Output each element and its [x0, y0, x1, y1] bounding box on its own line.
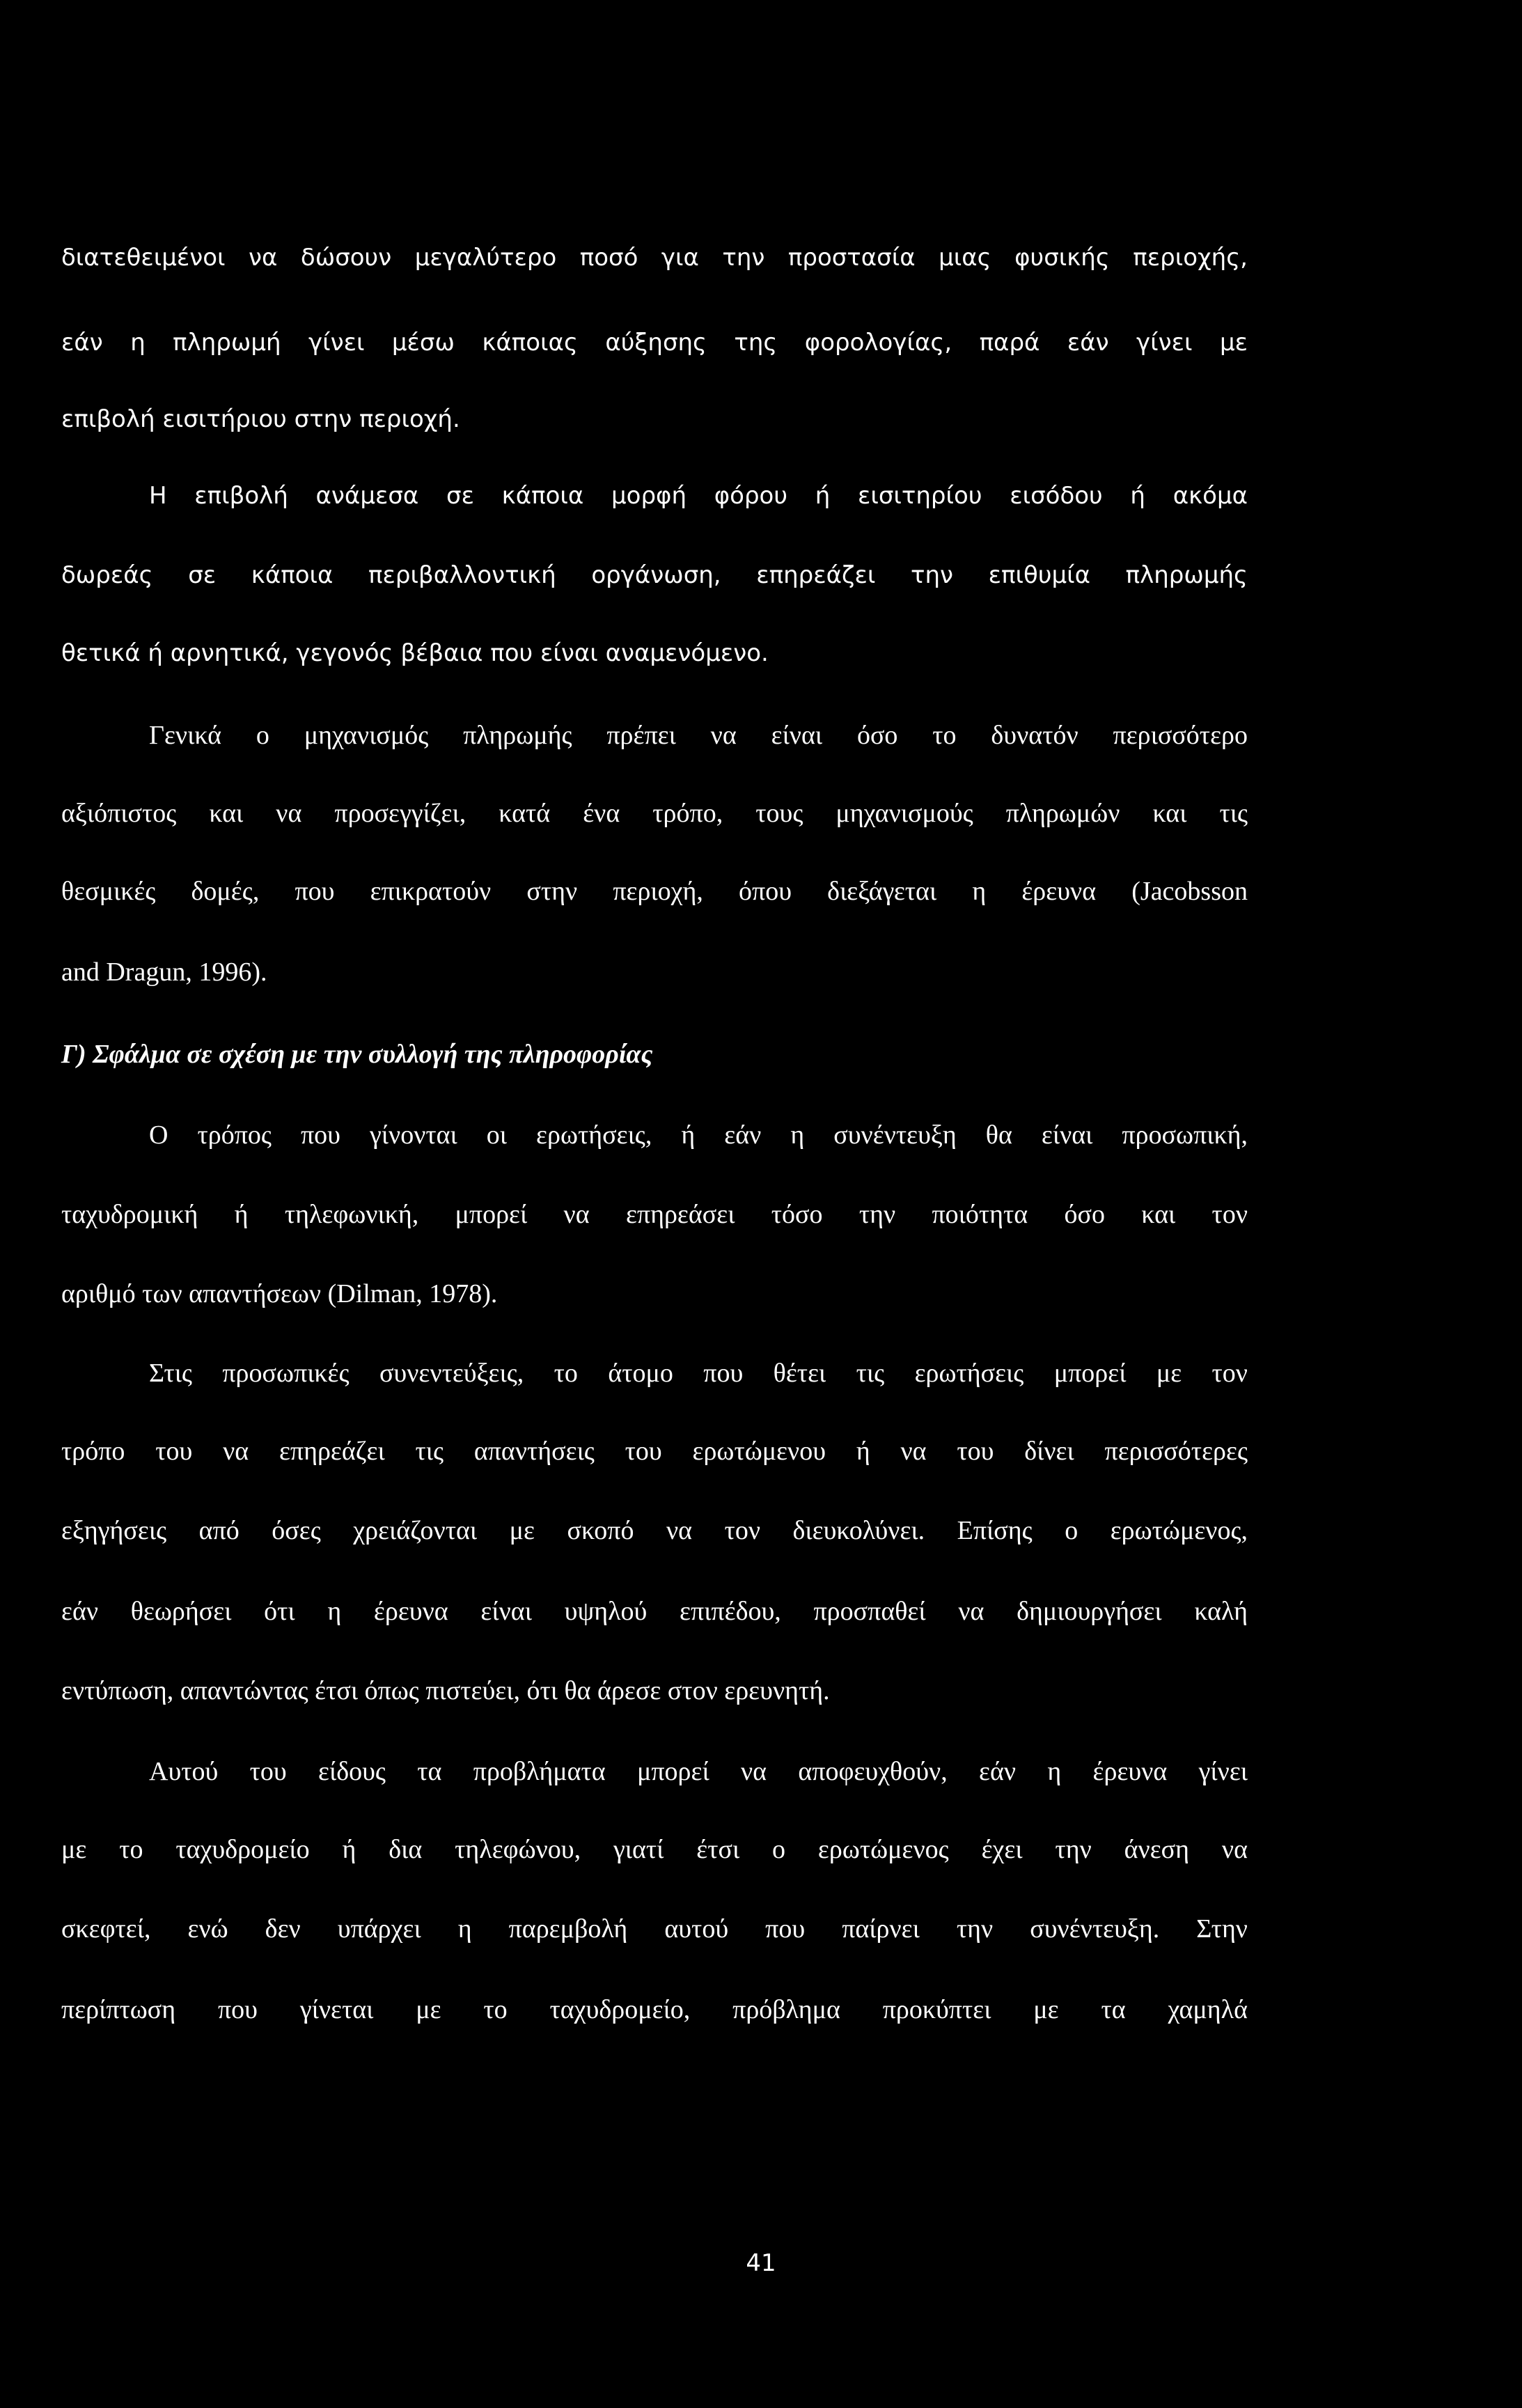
text-line: εξηγήσεις από όσες χρειάζονται με σκοπό να τον διευκολύνει. Επίσης ο ερωτώμενος,	[61, 1516, 1248, 1545]
section-heading: Γ) Σφάλμα σε σχέση με την συλλογή της πληροφορίας	[61, 1040, 653, 1069]
text-line: Αυτού του είδους τα προβλήματα μπορεί να αποφευχθούν, εάν η έρευνα γίνει	[149, 1757, 1248, 1786]
text-line: περίπτωση που γίνεται με το ταχυδρομείο, πρόβλημα προκύπτει με τα χαμηλά	[61, 1995, 1248, 2024]
page-number: 41	[746, 2249, 776, 2277]
text-line: and Dragun, 1996).	[61, 957, 267, 987]
text-line: αξιόπιστος και να προσεγγίζει, κατά ένα τρόπο, τους μηχανισμούς πληρωμών και τις	[61, 799, 1248, 828]
text-line: εντύπωση, απαντώντας έτσι όπως πιστεύει, ότι θα άρεσε στον ερευνητή.	[61, 1676, 830, 1705]
text-line: δωρεάς σε κάποια περιβαλλοντική οργάνωση, επηρεάζει την επιθυμία πληρωμής	[61, 561, 1248, 589]
text-line: τρόπο του να επηρεάζει τις απαντήσεις του ερωτώμενου ή να του δίνει περισσότερες	[61, 1437, 1248, 1466]
text-line: Στις προσωπικές συνεντεύξεις, το άτομο που θέτει τις ερωτήσεις μπορεί με τον	[149, 1359, 1248, 1388]
text-line: θετικά ή αρνητικά, γεγονός βέβαια που είναι αναμενόμενο.	[61, 639, 769, 667]
text-line: εάν η πληρωμή γίνει μέσω κάποιας αύξησης της φορολογίας, παρά εάν γίνει με	[61, 329, 1248, 357]
text-line: επιβολή εισιτήριου στην περιοχή.	[61, 405, 460, 433]
text-line: θεσμικές δομές, που επικρατούν στην περιοχή, όπου διεξάγεται η έρευνα (Jacobsson	[61, 877, 1248, 906]
text-line: ταχυδρομική ή τηλεφωνική, μπορεί να επηρεάσει τόσο την ποιότητα όσο και τον	[61, 1200, 1248, 1229]
text-line: εάν θεωρήσει ότι η έρευνα είναι υψηλού επιπέδου, προσπαθεί να δημιουργήσει καλή	[61, 1597, 1248, 1626]
text-line: Γενικά ο μηχανισμός πληρωμής πρέπει να είναι όσο το δυνατόν περισσότερο	[149, 721, 1248, 750]
text-line: σκεφτεί, ενώ δεν υπάρχει η παρεμβολή αυτού που παίρνει την συνέντευξη. Στην	[61, 1914, 1248, 1944]
text-line: με το ταχυδρομείο ή δια τηλεφώνου, γιατί έτσι ο ερωτώμενος έχει την άνεση να	[61, 1835, 1248, 1864]
text-line: διατεθειμένοι να δώσουν μεγαλύτερο ποσό για την προστασία μιας φυσικής περιοχής,	[61, 244, 1248, 272]
text-line: Η επιβολή ανάμεσα σε κάποια μορφή φόρου ή εισιτηρίου εισόδου ή ακόμα	[149, 482, 1248, 510]
text-line: αριθμό των απαντήσεων (Dilman, 1978).	[61, 1279, 498, 1308]
text-line: Ο τρόπος που γίνονται οι ερωτήσεις, ή εάν η συνέντευξη θα είναι προσωπική,	[149, 1120, 1248, 1150]
